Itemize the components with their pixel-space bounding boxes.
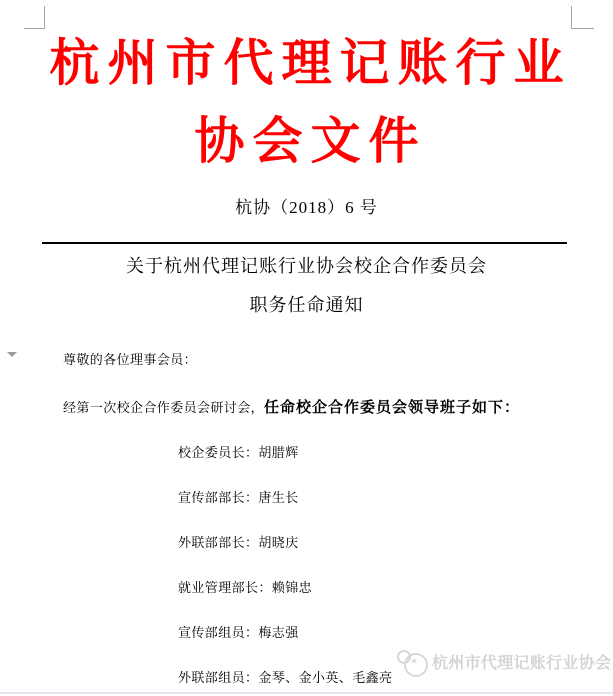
masthead-title-line2: 协会文件 <box>194 113 427 169</box>
appointment-item: 宣传部部长：唐生长 <box>178 490 299 505</box>
appointment-item: 宣传部组员：梅志强 <box>178 625 299 640</box>
intro-regular-text: 经第一次校企合作委员会研讨会， <box>63 400 265 415</box>
appointment-item: 外联部组员：金琴、金小英、毛鑫亮 <box>178 670 393 685</box>
appointment-item: 校企委员长：胡腊辉 <box>178 445 299 460</box>
appointment-item: 就业管理部长：赖锦忠 <box>178 580 313 595</box>
appointment-item: 外联部部长：胡晓庆 <box>178 535 299 550</box>
document-number: 杭协（2018）6 号 <box>235 198 378 217</box>
intro-bold-text: 任命校企合作委员会领导班子如下： <box>264 400 521 416</box>
salutation-text: 尊敬的各位理事会员： <box>63 352 198 367</box>
text-boundary-mark-top-left <box>24 6 45 29</box>
separator-rule <box>42 242 567 244</box>
association-logo-icon <box>394 648 432 680</box>
watermark <box>394 648 611 680</box>
intro-paragraph <box>63 399 520 417</box>
appointments-list <box>178 444 392 696</box>
text-boundary-mark-top-right <box>571 6 594 29</box>
subject-line1: 关于杭州代理记账行业协会校企合作委员会 <box>126 256 487 276</box>
margin-collapse-marker-icon <box>7 352 17 357</box>
watermark-text: 杭州市代理记账行业协会 <box>432 655 612 672</box>
masthead-title-line1: 杭州市代理记账行业 <box>49 35 572 91</box>
bottom-edge-line <box>0 692 613 694</box>
subject-line2: 职务任命通知 <box>249 295 364 315</box>
